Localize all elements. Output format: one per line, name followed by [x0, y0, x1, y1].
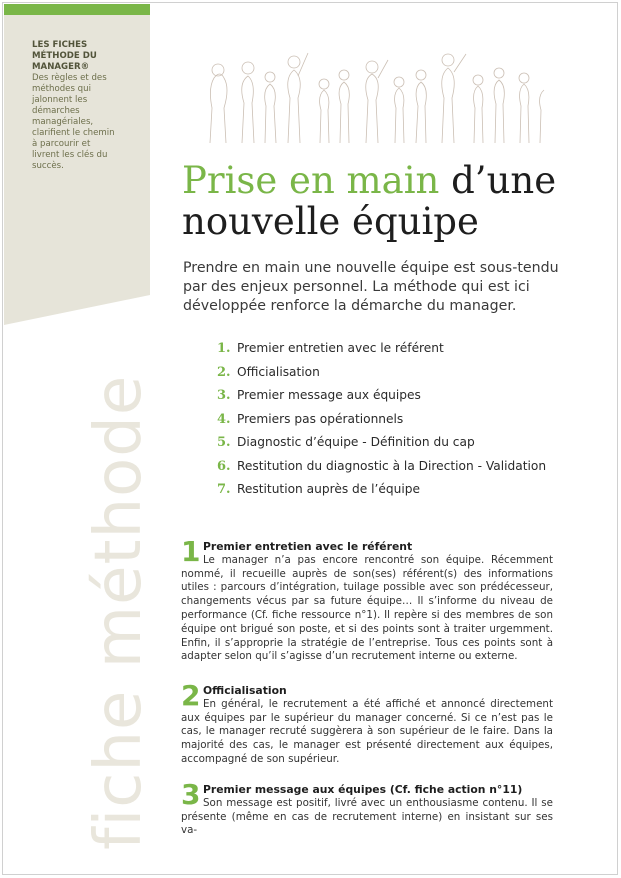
step-number: 7. [217, 482, 231, 497]
title-rest: d’une [451, 159, 557, 202]
section-1 [181, 535, 553, 664]
step-number: 3. [217, 388, 231, 403]
step-item [217, 388, 597, 412]
step-number: 4. [217, 411, 231, 427]
step-number: 6. [217, 458, 231, 474]
section-body: Le manager n’a pas encore rencontré son équipe. Récemment nommé, il recueille auprès de son(ses) référent(s) des informations utiles : parcours d’intégration, tuilage possible avec son prédécesseur, changements vécus par sa future équipe… Il s’informe du niveau de performance (Cf. fiche ressource n°1). Il repère si des membres de son équipe ont brigué son poste, et si des points sont à traiter urgemment. Enfin, il s’approprie la stratégie de l’entreprise. Tous ces points sont à adapter selon qu’il s’agisse d’un recrutement interne ou externe. [181, 553, 553, 663]
sidebar-heading-line-2: MÉTHODE DU [32, 51, 97, 61]
sidebar-heading-line-3: MANAGER® [32, 62, 90, 72]
sidebar-heading [32, 40, 118, 73]
step-label: Premiers pas opérationnels [237, 411, 404, 426]
title-line-2: nouvelle équipe [182, 200, 479, 243]
step-label: Restitution du diagnostic à la Direction - Validation [237, 458, 547, 473]
vertical-section-label: fiche méthode [82, 374, 156, 850]
section-number: 3 [181, 778, 201, 811]
step-number: 2. [217, 364, 231, 380]
step-item [217, 459, 597, 483]
step-label: Premier entretien avec le référent [237, 341, 444, 355]
section-title: Premier entretien avec le référent [203, 540, 413, 553]
section-title: Officialisation [203, 684, 287, 697]
section-title [203, 783, 553, 797]
step-number: 5. [217, 435, 231, 450]
step-label: Officialisation [237, 364, 320, 379]
sidebar-heading-line-1: LES FICHES [32, 40, 88, 50]
step-item [217, 341, 597, 365]
section-body: Son message est positif, livré avec un enthousiasme contenu. Il se présente (même en cas de recrutement interne) en insistant sur ses va- [181, 796, 553, 837]
page-title [182, 160, 602, 242]
section-body: En général, le recrutement a été affiché et annoncé directement aux équipes par le supérieur du manager concerné. Si ce n’est pas le cas, le manager recruté suggèrera à son supérieur de le faire. Dans la majorité des cas, le manager est présenté directement aux équipes, accompagné de son supérieur. [181, 697, 553, 765]
step-item [217, 365, 597, 389]
title-accent: Prise en main [182, 159, 440, 202]
step-item [217, 412, 597, 436]
section-subtitle: (Cf. fiche action n°11) [389, 783, 523, 796]
step-item [217, 482, 597, 506]
step-item [217, 435, 597, 459]
people-illustration [190, 48, 550, 146]
intro-paragraph: Prendre en main une nouvelle équipe est sous-tendu par des enjeux personnel. La méthode qui est ici développée renforce la démarche du manager. [183, 260, 559, 314]
section-number: 1 [181, 535, 201, 568]
section-title-text: Premier message aux équipes [203, 783, 387, 796]
step-label: Premier message aux équipes [237, 388, 421, 402]
section-2 [181, 679, 553, 767]
sidebar-blurb [32, 40, 118, 172]
accent-bar [4, 4, 150, 15]
step-label: Diagnostic d’équipe - Définition du cap [237, 435, 475, 449]
step-number: 1. [217, 341, 231, 356]
step-label: Restitution auprès de l’équipe [237, 482, 420, 496]
section-3 [181, 778, 553, 838]
steps-list [217, 341, 597, 506]
sidebar-description: Des règles et des méthodes qui jalonnent les démarches managériales, clarifient le chemin à parcourir et livrent les clés du succès. [32, 73, 115, 171]
section-number: 2 [181, 679, 201, 712]
